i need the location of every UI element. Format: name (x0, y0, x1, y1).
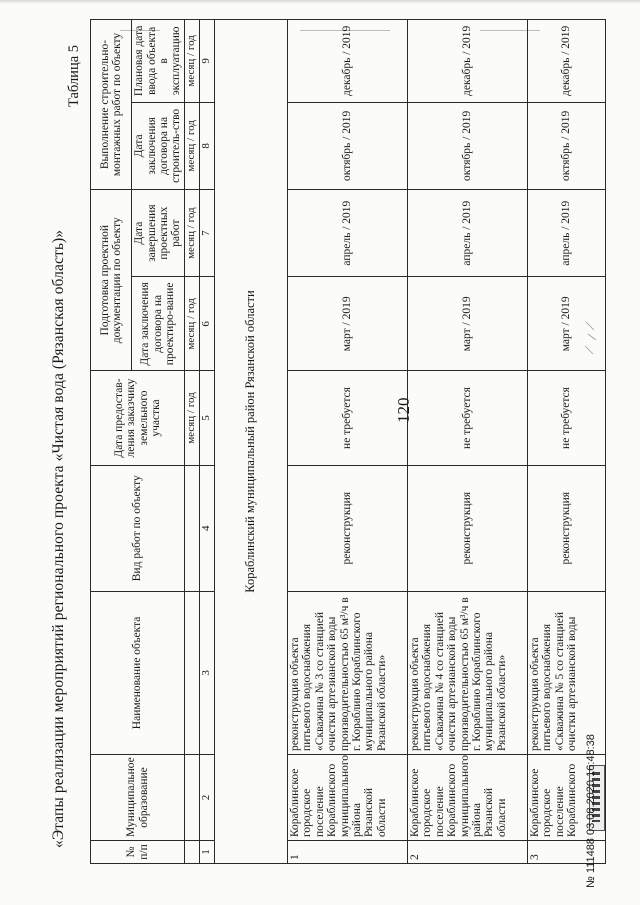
header-col-build-contract: Дата заключения договора на строитель-ство (132, 102, 185, 189)
build-contract-cell: октябрь / 2019 (288, 102, 408, 189)
row-number: 1 (288, 841, 408, 864)
design-contract-cell: март / 2019 (408, 277, 528, 371)
municipality-cell: Кораблинское городское поселение Кораблинского муниципального района Рязанской области (288, 754, 408, 840)
design-end-cell: апрель / 2019 (528, 190, 606, 277)
units-empty (185, 465, 200, 591)
region-row (215, 20, 288, 864)
object-cell: реконструкция объекта питьевого водоснабжения «Скважина № 3 со станцией очистки артезианской воды производительностью 65 м³/ч в г. Кораблино Кораблинского муниципального района Рязанской области» (288, 591, 408, 754)
header-row (91, 20, 132, 864)
page-number: 120 (394, 397, 413, 423)
header-col-design-contract: Дата заключения договора на проектиро-вание (132, 277, 185, 371)
table-label: Таблица 5 (66, 44, 82, 107)
work-type-cell: реконструкция (408, 465, 528, 591)
row-number: 2 (408, 841, 528, 864)
commission-date-cell: декабрь / 2019 (288, 20, 408, 103)
commission-date-cell: декабрь / 2019 (528, 20, 606, 103)
header-group-design: Подготовка проектной документации по объекту (91, 190, 132, 371)
col-number: 1 (200, 841, 215, 864)
header-col-number: № п/п (91, 841, 185, 864)
header-col-commission-date: Плановая дата ввода объекта в эксплуатацию (132, 20, 185, 103)
column-numbers-row (200, 20, 215, 864)
work-type-cell: реконструкция (528, 465, 606, 591)
col-number: 5 (200, 371, 215, 465)
header-group-construction: Выполнение строительно-монтажных работ по объекту (91, 20, 132, 190)
design-end-cell: апрель / 2019 (408, 190, 528, 277)
design-contract-cell: март / 2019 (528, 277, 606, 371)
table-row (408, 20, 528, 864)
build-contract-cell: октябрь / 2019 (528, 102, 606, 189)
unit-cell: месяц / год (185, 277, 200, 371)
col-number: 7 (200, 190, 215, 277)
unit-cell: месяц / год (185, 371, 200, 465)
municipality-cell: Кораблинское городское поселение Кораблинского (528, 754, 606, 840)
land-date-cell: не требуется (408, 371, 528, 465)
row-number: 3 (528, 841, 606, 864)
design-end-cell: апрель / 2019 (288, 190, 408, 277)
registration-number: № 111488 03.08.2020 16:48:38 (585, 734, 597, 888)
header-col-work-type: Вид работ по объекту (91, 465, 185, 591)
rotated-content (0, 12, 640, 872)
work-type-cell: реконструкция (288, 465, 408, 591)
unit-cell: месяц / год (185, 20, 200, 103)
units-empty (185, 754, 200, 840)
col-number: 4 (200, 465, 215, 591)
scan-edge (0, 0, 640, 4)
region-title: Кораблинский муниципальный район Рязанской области (215, 20, 288, 864)
units-empty (185, 841, 200, 864)
document-title: «Этапы реализации мероприятий регионального проекта «Чистая вода (Рязанская область)» (50, 229, 67, 848)
header-col-design-end: Дата завершения проектных работ (132, 190, 185, 277)
header-col-municipality: Муниципальное образование (91, 754, 185, 840)
object-cell: реконструкция объекта питьевого водоснабжения «Скважина № 4 со станцией очистки артезианской воды производительностью 65 м³/ч в г. Кораблино Кораблинского муниципального района Рязанской области» (408, 591, 528, 754)
design-contract-cell: март / 2019 (288, 277, 408, 371)
header-col-land-date: Дата предостав-ления заказчику земельного участка (91, 371, 185, 465)
build-contract-cell: октябрь / 2019 (408, 102, 528, 189)
col-number: 3 (200, 591, 215, 754)
col-number: 2 (200, 754, 215, 840)
col-number: 9 (200, 20, 215, 103)
object-cell: реконструкция объекта питьевого водоснабжения «Скважина № 5 со станцией очистки артезианской воды (528, 591, 606, 754)
commission-date-cell: декабрь / 2019 (408, 20, 528, 103)
units-empty (185, 591, 200, 754)
unit-cell: месяц / год (185, 190, 200, 277)
unit-cell: месяц / год (185, 102, 200, 189)
pen-mark (582, 320, 600, 358)
col-number: 6 (200, 277, 215, 371)
municipality-cell: Кораблинское городское поселение Кораблинского муниципального района Рязанской области (408, 754, 528, 840)
land-date-cell: не требуется (528, 371, 606, 465)
table-row (288, 20, 408, 864)
col-number: 8 (200, 102, 215, 189)
land-date-cell: не требуется (288, 371, 408, 465)
header-col-object: Наименование объекта (91, 591, 185, 754)
units-row (185, 20, 200, 864)
stages-table (90, 19, 606, 864)
